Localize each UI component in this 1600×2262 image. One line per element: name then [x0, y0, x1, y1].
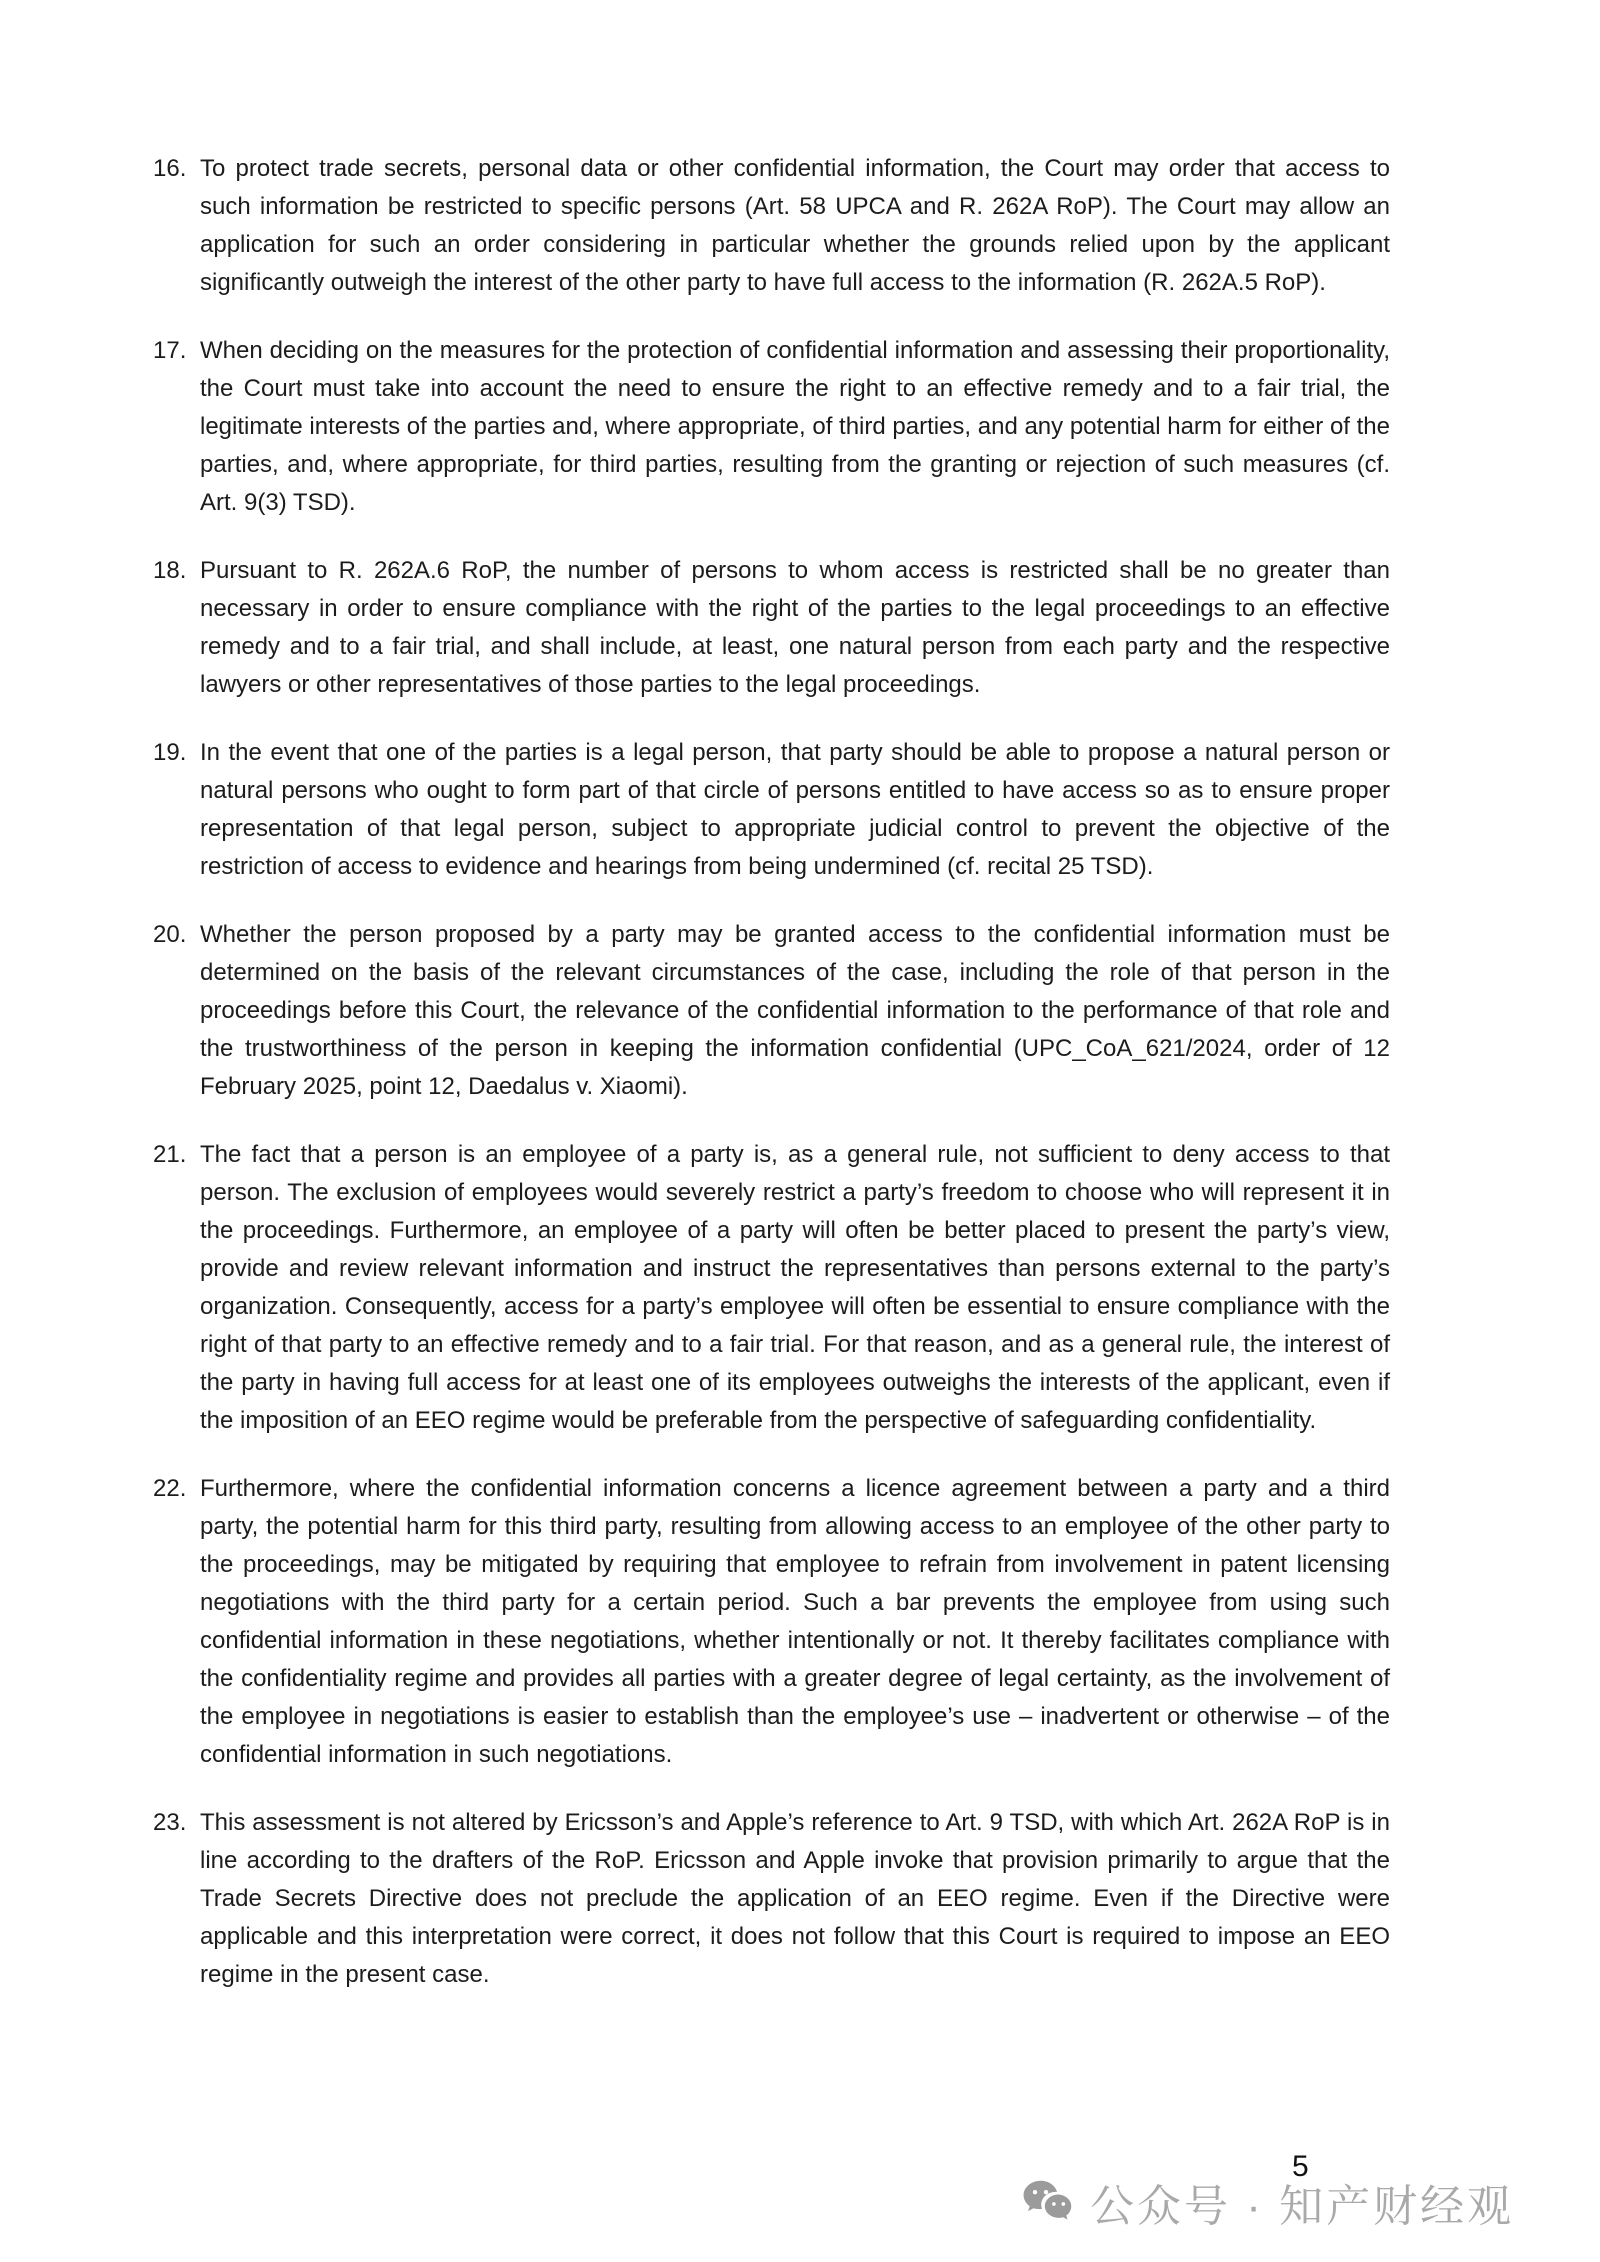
watermark — [1022, 2170, 1514, 2234]
paragraph-text: The fact that a person is an employee of a party is, as a general rule, not sufficient to deny access to that person. The exclusion of employees would severely restrict a party’s freedom to choose who will represent it in the proceedings. Furthermore, an employee of a party will often be better placed to present the party’s view, provide and review relevant information and instruct the representatives than persons external to the party’s organization. Consequently, access for a party’s employee will often be essential to ensure compliance with the right of that party to an effective remedy and to a fair trial. For that reason, and as a general rule, the interest of the party in having full access for at least one of its employees outweighs the interests of the applicant, even if the imposition of an EEO regime would be preferable from the perspective of safeguarding confidentiality. — [200, 1141, 1390, 1434]
paragraph-text: Pursuant to R. 262A.6 RoP, the number of persons to whom access is restricted shall be no greater than necessary in order to ensure compliance with the right of the parties to the legal proceedings to an effective remedy and to a fair trial, and shall include, at least, one natural person from each party and the respective lawyers or other representatives of those parties to the legal proceedings. — [200, 557, 1390, 698]
paragraph-number: 22. — [153, 1475, 187, 1502]
watermark-text: 公众号 · 知产财经观 — [1090, 2182, 1515, 2231]
paragraph-number: 23. — [153, 1809, 187, 1836]
paragraph-18 — [153, 552, 1390, 704]
paragraph-number: 17. — [153, 337, 187, 364]
paragraph-23 — [153, 1804, 1390, 1994]
paragraph-text: When deciding on the measures for the protection of confidential information and assessing their proportionality, the Court must take into account the need to ensure the right to an effective remedy and to a fair trial, the legitimate interests of the parties and, where appropriate, of third parties, and any potential harm for either of the parties, and, where appropriate, for third parties, resulting from the granting or rejection of such measures (cf. Art. 9(3) TSD). — [200, 337, 1391, 516]
paragraph-text: Whether the person proposed by a party may be granted access to the confidential information must be determined on the basis of the relevant circumstances of the case, including the role of that person in the proceedings before this Court, the relevance of the confidential information to the performance of that role and the trustworthiness of the person in keeping the information confidential (UPC_CoA_621/2024, order of 12 February 2025, point 12, Daedalus v. Xiaomi). — [200, 921, 1390, 1100]
paragraph-text: In the event that one of the parties is a legal person, that party should be able to propose a natural person or natural persons who ought to form part of that circle of persons entitled to have access so as to ensure proper representation of that legal person, subject to appropriate judicial control to prevent the objective of the restriction of access to evidence and hearings from being undermined (cf. recital 25 TSD). — [200, 739, 1390, 880]
paragraph-text: This assessment is not altered by Ericsson’s and Apple’s reference to Art. 9 TSD, with which Art. 262A RoP is in line according to the drafters of the RoP. Ericsson and Apple invoke that provision primarily to argue that the Trade Secrets Directive does not preclude the application of an EEO regime. Even if the Directive were applicable and this interpretation were correct, it does not follow that this Court is required to impose an EEO regime in the present case. — [200, 1809, 1390, 1988]
paragraph-21 — [153, 1136, 1390, 1440]
paragraph-17 — [153, 332, 1390, 522]
paragraph-16 — [153, 150, 1390, 302]
page-number: 5 — [1292, 2150, 1309, 2183]
wechat-icon — [1022, 2179, 1074, 2225]
paragraph-20 — [153, 916, 1390, 1106]
paragraph-number: 20. — [153, 921, 187, 948]
paragraph-number: 21. — [153, 1141, 187, 1168]
paragraph-number: 18. — [153, 557, 187, 584]
paragraph-text: To protect trade secrets, personal data or other confidential information, the Court may order that access to such information be restricted to specific persons (Art. 58 UPCA and R. 262A RoP). The Court may allow an application for such an order considering in particular whether the grounds relied upon by the applicant significantly outweigh the interest of the other party to have full access to the information (R. 262A.5 RoP). — [200, 155, 1390, 296]
paragraph-22 — [153, 1470, 1390, 1774]
paragraph-number: 16. — [153, 155, 187, 182]
paragraph-19 — [153, 734, 1390, 886]
paragraph-text: Furthermore, where the confidential information concerns a licence agreement between a party and a third party, the potential harm for this third party, resulting from allowing access to an employee of the other party to the proceedings, may be mitigated by requiring that employee to refrain from involvement in patent licensing negotiations with the third party for a certain period. Such a bar prevents the employee from using such confidential information in these negotiations, whether intentionally or not. It thereby facilitates compliance with the confidentiality regime and provides all parties with a greater degree of legal certainty, as the involvement of the employee in negotiations is easier to establish than the employee’s use – inadvertent or otherwise – of the confidential information in such negotiations. — [200, 1475, 1390, 1768]
paragraph-number: 19. — [153, 739, 187, 766]
